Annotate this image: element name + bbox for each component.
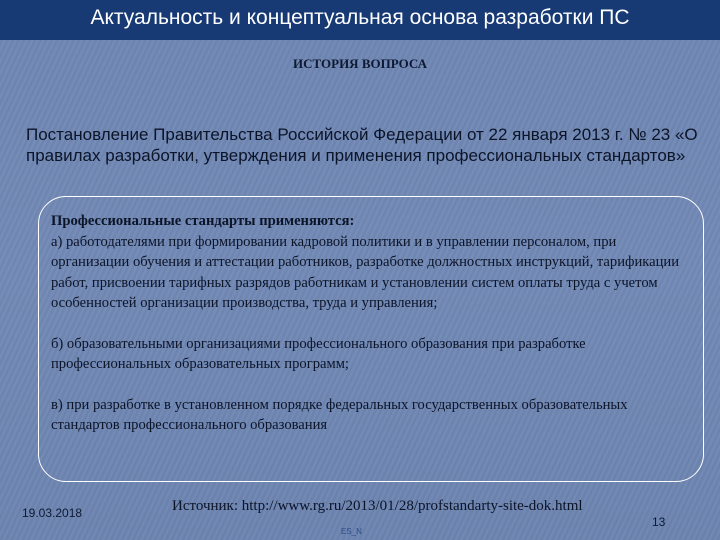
page-number: 13	[652, 515, 666, 529]
slide-date: 19.03.2018	[22, 506, 83, 520]
content-box-text	[51, 211, 691, 436]
slide-title: Актуальность и концептуальная основа разработки ПС	[90, 6, 630, 29]
source-link[interactable]: Источник: http://www.rg.ru/2013/01/28/profstandarty-site-dok.html	[172, 498, 583, 514]
footer-mark: ES_N	[341, 527, 362, 536]
spacer	[51, 314, 691, 334]
decree-text: Постановление Правительства Российской Федерации от 22 января 2013 г. № 23 «О правилах разработки, утверждения и применения профессиональных стандартов»	[26, 125, 698, 165]
box-lead: Профессиональные стандарты применяются:	[51, 213, 355, 229]
item-c: в) при разработке в установленном порядке федеральных государственных образовательных стандартов профессионального образования	[51, 396, 628, 433]
item-a: а) работодателями при формировании кадровой политики и в управлении персоналом, при организации обучения и аттестации работников, разработке должностных инструкций, тарификации работ, присвоении тарифных разрядов работникам и установлении систем оплаты труда с учетом особенностей организации производства, труда и управления;	[51, 233, 680, 311]
item-b: б) образовательными организациями профессионального образования при разработке профессиональных образовательных программ;	[51, 335, 586, 372]
title-bar	[0, 0, 720, 40]
section-subheading: ИСТОРИЯ ВОПРОСА	[293, 56, 427, 71]
spacer	[51, 375, 691, 395]
